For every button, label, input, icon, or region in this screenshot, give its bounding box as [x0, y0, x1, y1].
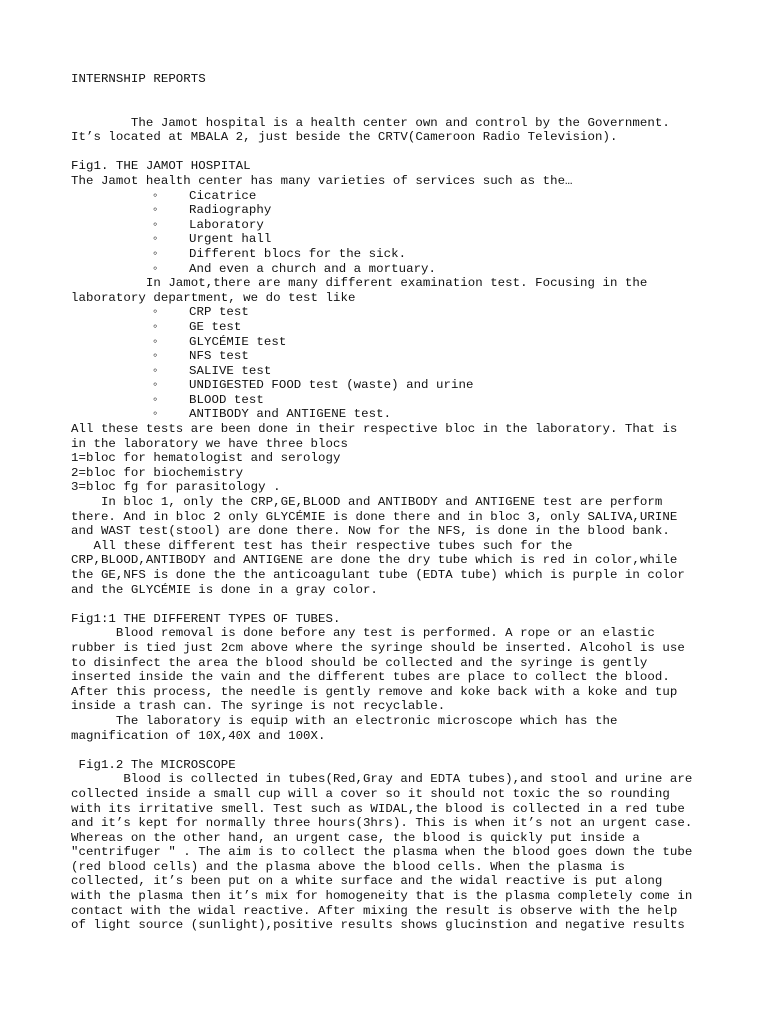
list-item-label: Urgent hall: [189, 232, 272, 247]
text-line: [71, 743, 711, 758]
list-item: [71, 189, 711, 204]
text-line: to disinfect the area the blood should be collected and the syringe is gently: [71, 655, 648, 670]
text-line: and WAST test(stool) are done there. Now for the NFS, is done in the blood bank.: [71, 524, 670, 539]
bullet-icon: ◦: [151, 363, 159, 378]
list-item-label: Cicatrice: [189, 188, 257, 203]
bullet-icon: ◦: [151, 305, 159, 320]
list-item-label: BLOOD test: [189, 392, 264, 407]
text-line: with the plasma then it’s mix for homogeneity that is the plasma completely come in: [71, 889, 693, 904]
list-item: [71, 378, 711, 393]
bullet-icon: ◦: [151, 407, 159, 422]
list-item: [71, 349, 711, 364]
list-item-label: ANTIBODY and ANTIGENE test.: [189, 407, 392, 422]
list-item: [71, 407, 711, 422]
text-line: in the laboratory we have three blocs: [71, 436, 348, 451]
text-line: there. And in bloc 2 only GLYCÉMIE is done there and in bloc 3, only SALIVA,URINE: [71, 509, 678, 524]
text-line: and it’s kept for normally three hours(3hrs). This is when it’s not an urgent case.: [71, 816, 693, 831]
bullet-icon: ◦: [151, 246, 159, 261]
services-list: [71, 189, 711, 277]
list-item-label: GE test: [189, 319, 242, 334]
text-line: inside a trash can. The syringe is not recyclable.: [71, 699, 446, 714]
text-line: After this process, the needle is gently remove and koke back with a koke and tup: [71, 684, 678, 699]
text-line: Fig1.2 The MICROSCOPE: [71, 757, 236, 772]
text-line: inserted inside the vain and the different tubes are place to collect the blood.: [71, 670, 670, 685]
text-line: Blood is collected in tubes(Red,Gray and EDTA tubes),and stool and urine are: [71, 772, 693, 787]
bullet-icon: ◦: [151, 334, 159, 349]
page-title: INTERNSHIP REPORTS: [71, 72, 206, 86]
text-line: 2=bloc for biochemistry: [71, 465, 244, 480]
tests-list: [71, 305, 711, 422]
text-line: rubber is tied just 2cm above where the syringe should be inserted. Alcohol is use: [71, 640, 685, 655]
list-item-label: SALIVE test: [189, 363, 272, 378]
list-item: [71, 364, 711, 379]
bullet-icon: ◦: [151, 217, 159, 232]
text-line: of light source (sunlight),positive results shows glucinstion and negative results: [71, 918, 685, 933]
text-line: The Jamot health center has many varieties of services such as the…: [71, 173, 573, 188]
text-line: In Jamot,there are many different examination test. Focusing in the: [71, 276, 648, 291]
list-item: [71, 393, 711, 408]
list-item-label: Radiography: [189, 203, 272, 218]
bullet-icon: ◦: [151, 203, 159, 218]
text-line: All these different test has their respective tubes such for the: [71, 538, 573, 553]
list-item: [71, 305, 711, 320]
text-line: The laboratory is equip with an electronic microscope which has the: [71, 713, 618, 728]
text-line: Blood removal is done before any test is performed. A rope or an elastic: [71, 626, 655, 641]
list-item: [71, 262, 711, 277]
list-item: [71, 218, 711, 233]
list-item: [71, 203, 711, 218]
bullet-icon: ◦: [151, 349, 159, 364]
list-item-label: NFS test: [189, 349, 249, 364]
document-body: [71, 72, 711, 933]
list-item-label: UNDIGESTED FOOD test (waste) and urine: [189, 378, 474, 393]
text-line: All these tests are been done in their respective bloc in the laboratory. That is: [71, 422, 678, 437]
bullet-icon: ◦: [151, 319, 159, 334]
text-line: Whereas on the other hand, an urgent case, the blood is quickly put inside a: [71, 830, 640, 845]
laboratory-paragraphs: [71, 422, 711, 933]
text-line: CRP,BLOOD,ANTIBODY and ANTIGENE are done the dry tube which is red in color,while: [71, 553, 678, 568]
text-line: magnification of 10X,40X and 100X.: [71, 728, 326, 743]
text-line: In bloc 1, only the CRP,GE,BLOOD and ANTIBODY and ANTIGENE test are perform: [71, 495, 663, 510]
bullet-icon: ◦: [151, 232, 159, 247]
text-line: Fig1. THE JAMOT HOSPITAL: [71, 159, 251, 174]
text-line: (red blood cells) and the plasma above the blood cells. When the plasma is: [71, 859, 625, 874]
list-item: [71, 320, 711, 335]
list-item: [71, 247, 711, 262]
tests-intro-paragraph: [71, 276, 711, 305]
text-line: with its irritative smell. Test such as WIDAL,the blood is collected in a red tube: [71, 801, 685, 816]
list-item-label: GLYCÉMIE test: [189, 334, 287, 349]
text-line: Fig1:1 THE DIFFERENT TYPES OF TUBES.: [71, 611, 341, 626]
text-line: laboratory department, we do test like: [71, 290, 356, 305]
list-item-label: CRP test: [189, 305, 249, 320]
list-item: [71, 335, 711, 350]
text-line: [71, 597, 711, 612]
text-line: "centrifuger " . The aim is to collect the plasma when the blood goes down the tube: [71, 845, 693, 860]
intro-paragraphs: [71, 116, 711, 189]
list-item-label: Laboratory: [189, 217, 264, 232]
text-line: 1=bloc for hematologist and serology: [71, 451, 341, 466]
text-line: collected inside a small cup will a cover so it should not toxic the so rounding: [71, 786, 670, 801]
text-line: and the GLYCÉMIE is done in a gray color.: [71, 582, 378, 597]
list-item-label: Different blocs for the sick.: [189, 246, 407, 261]
list-item-label: And even a church and a mortuary.: [189, 261, 437, 276]
text-line: [71, 145, 711, 160]
text-line: the GE,NFS is done the the anticoagulant tube (EDTA tube) which is purple in color: [71, 568, 685, 582]
bullet-icon: ◦: [151, 392, 159, 407]
text-line: 3=bloc fg for parasitology .: [71, 480, 281, 495]
text-line: collected, it’s been put on a white surface and the widal reactive is put along: [71, 874, 663, 889]
text-line: contact with the widal reactive. After mixing the result is observe with the help: [71, 903, 678, 918]
text-line: The Jamot hospital is a health center own and control by the Government.: [71, 115, 670, 130]
bullet-icon: ◦: [151, 188, 159, 203]
list-item: [71, 232, 711, 247]
text-line: It’s located at MBALA 2, just beside the CRTV(Cameroon Radio Television).: [71, 130, 618, 145]
bullet-icon: ◦: [151, 261, 159, 276]
bullet-icon: ◦: [151, 378, 159, 393]
